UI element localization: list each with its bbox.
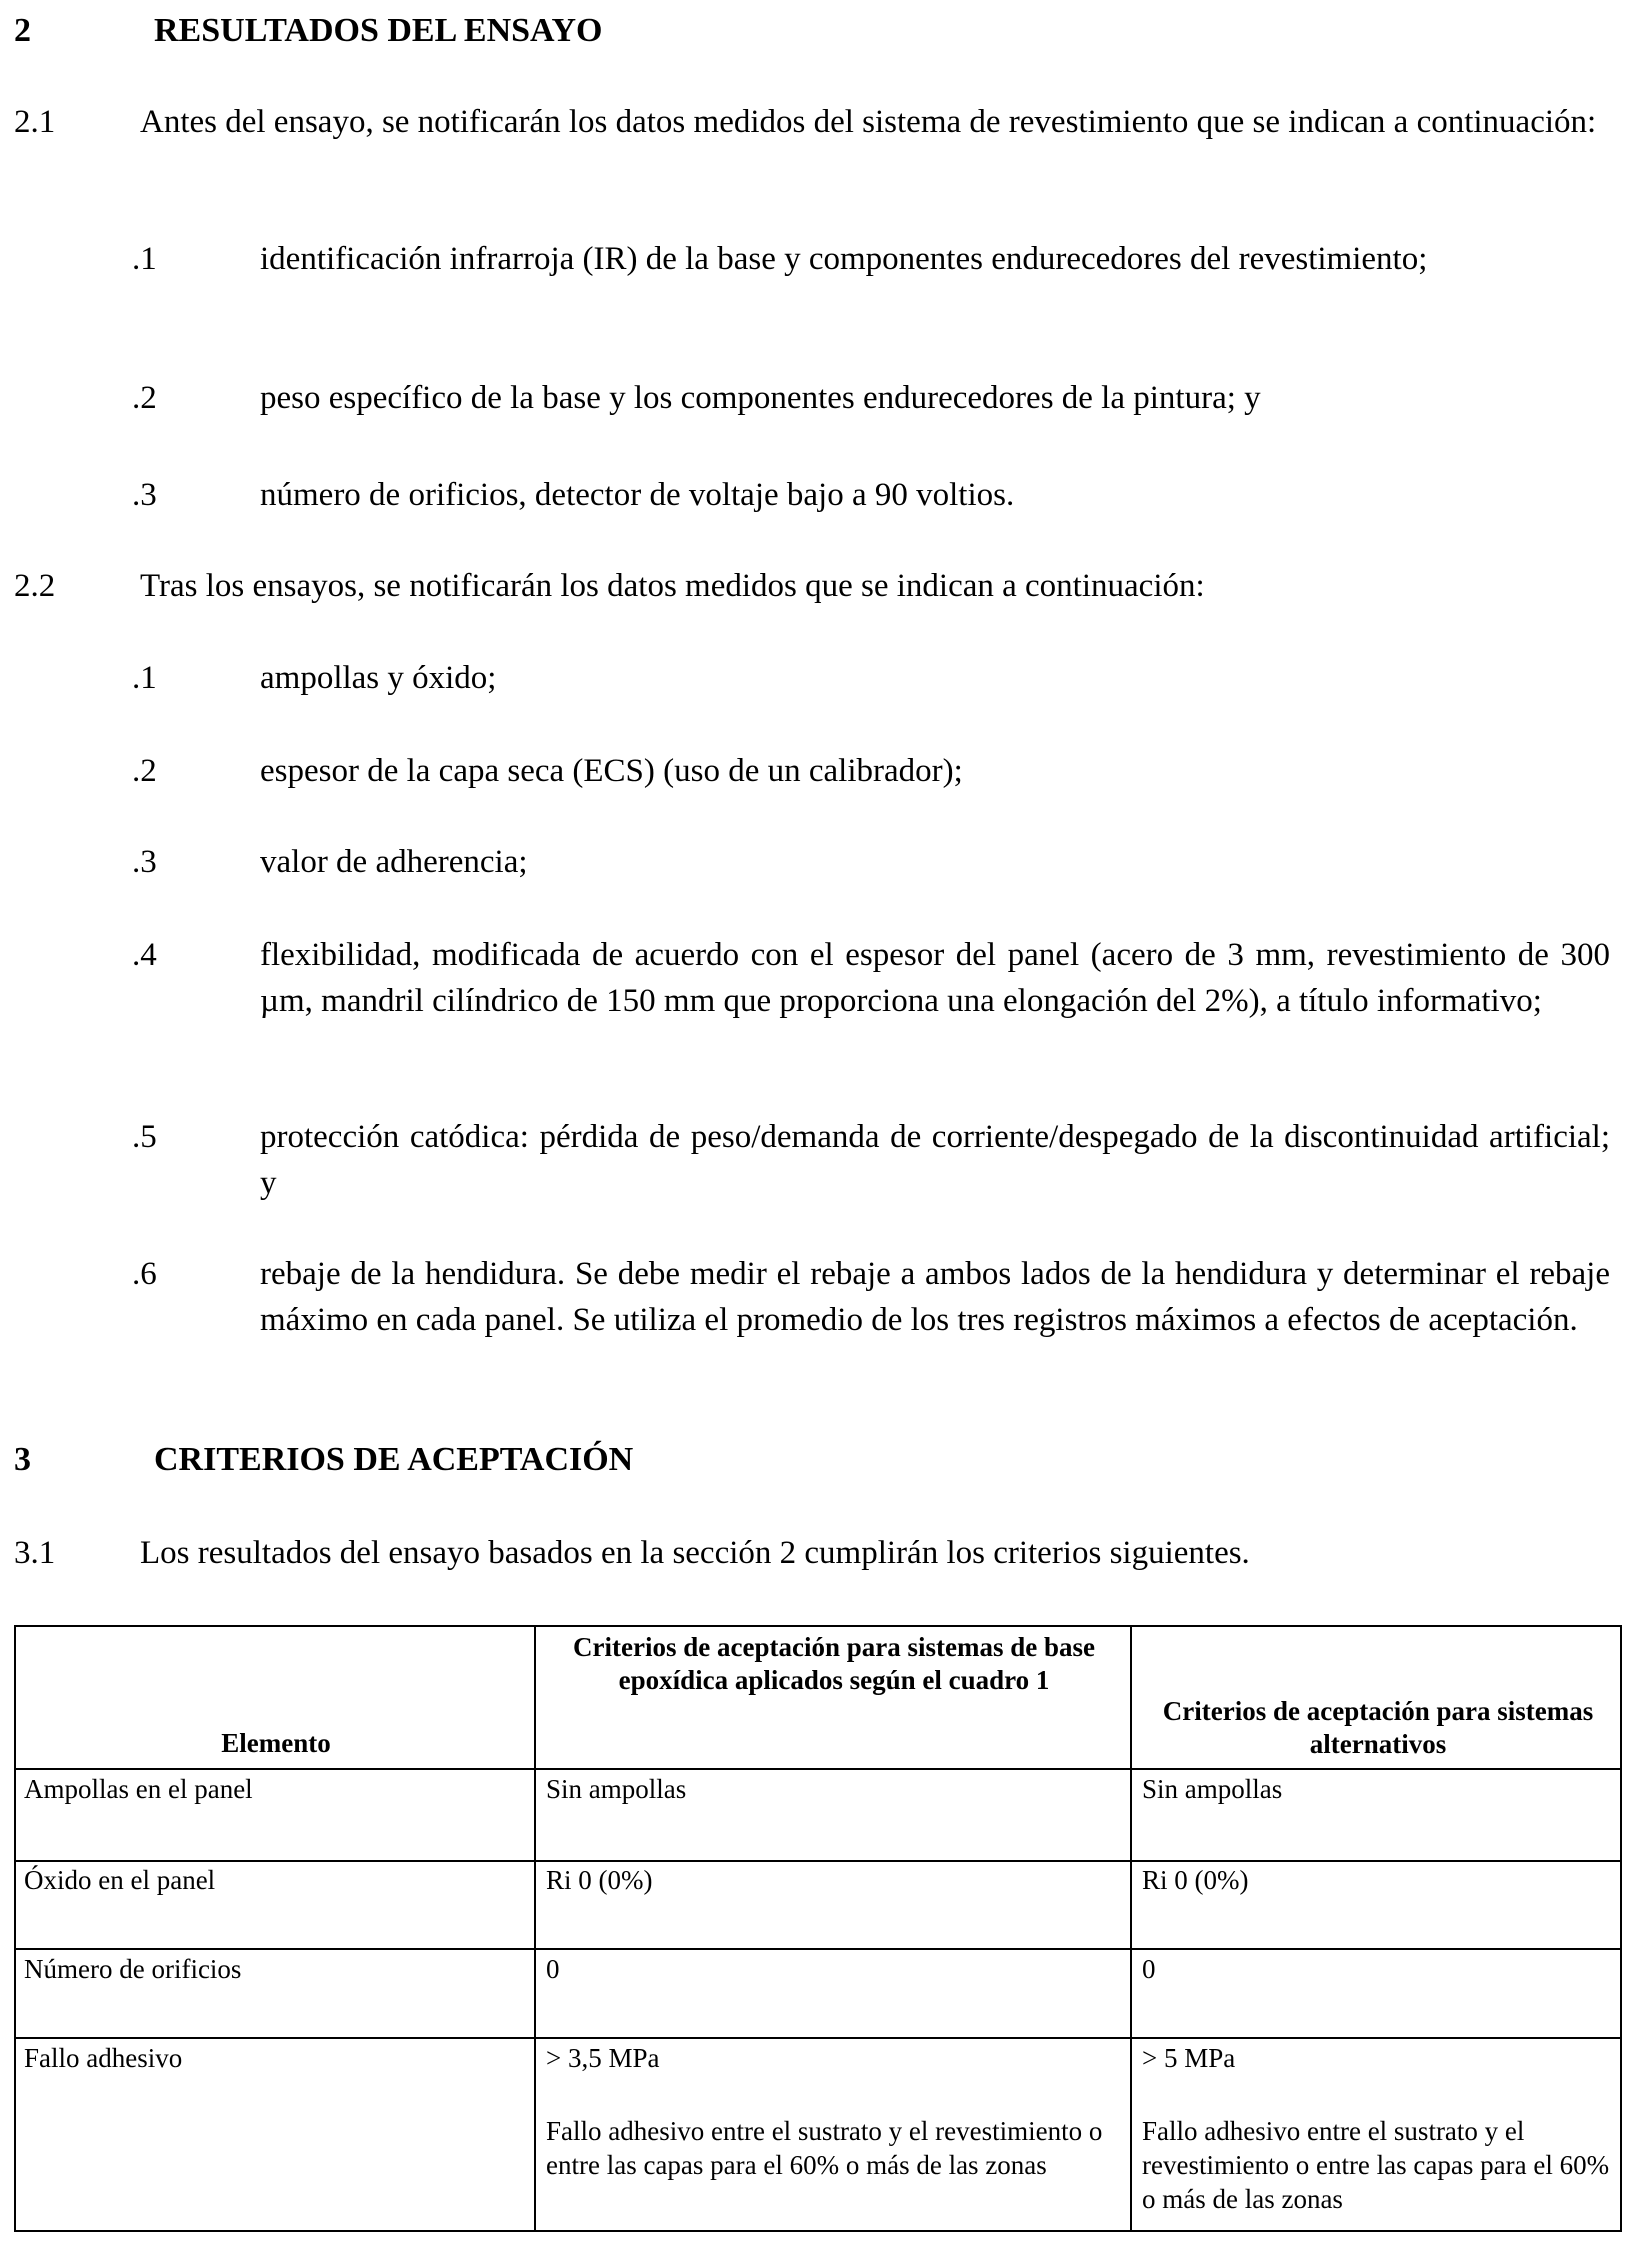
list-item-number: .1: [132, 241, 157, 277]
section-number: 2: [14, 12, 31, 49]
table-cell-epoxy: Ri 0 (0%): [546, 1865, 653, 1895]
table-cell-alt: Sin ampollas: [1142, 1774, 1283, 1804]
table-cell-item: Fallo adhesivo: [24, 2043, 183, 2073]
section-title: RESULTADOS DEL ENSAYO: [154, 12, 603, 49]
list-item-text: rebaje de la hendidura. Se debe medir el rebaje a ambos lados de la hendidura y determinar el rebaje máximo en cada panel. Se utiliza el promedio de los tres registros máximos a efectos de aceptación.: [260, 1256, 1610, 1338]
paragraph-text: Los resultados del ensayo basados en la sección 2 cumplirán los criterios siguientes.: [140, 1535, 1250, 1571]
list-item-number: .2: [132, 753, 157, 789]
table-cell-alt-note: Fallo adhesivo entre el sustrato y el revestimiento o entre las capas para el 60% o más de las zonas: [1142, 2116, 1610, 2214]
table-cell-alt: 0: [1142, 1954, 1156, 1984]
list-item-text: protección catódica: pérdida de peso/demanda de corriente/despegado de la discontinuidad artificial; y: [260, 1119, 1610, 1201]
paragraph-number: 2.1: [14, 104, 56, 140]
list-item-text: identificación infrarroja (IR) de la base y componentes endurecedores del revestimiento;: [260, 241, 1428, 277]
list-item-text: peso específico de la base y los componentes endurecedores de la pintura; y: [260, 380, 1261, 416]
list-item-number: .2: [132, 380, 157, 416]
acceptance-criteria-table: [14, 1625, 1622, 2232]
table-header-cell: Criterios de aceptación para sistemas de base epoxídica aplicados según el cuadro 1: [573, 1632, 1095, 1695]
table-header-cell: Elemento: [221, 1728, 331, 1758]
list-item-number: .6: [132, 1256, 157, 1292]
list-item-number: .4: [132, 937, 157, 973]
list-item-text: valor de adherencia;: [260, 844, 528, 880]
list-item-text: flexibilidad, modificada de acuerdo con el espesor del panel (acero de 3 mm, revestimiento de 300 µm, mandril cilíndrico de 150 mm que proporciona una elongación del 2%), a título informativo;: [260, 937, 1610, 1019]
paragraph-text: Tras los ensayos, se notificarán los datos medidos que se indican a continuación:: [140, 568, 1205, 604]
list-item-text: ampollas y óxido;: [260, 660, 497, 696]
table-cell-epoxy: > 3,5 MPa: [546, 2043, 660, 2073]
section-number: 3: [14, 1441, 31, 1478]
table-cell-alt: > 5 MPa: [1142, 2043, 1236, 2073]
list-item-number: .1: [132, 660, 157, 696]
list-item-number: .5: [132, 1119, 157, 1155]
table-cell-epoxy: 0: [546, 1954, 560, 1984]
paragraph-text: Antes del ensayo, se notificarán los datos medidos del sistema de revestimiento que se indican a continuación:: [140, 104, 1597, 140]
table-cell-item: Número de orificios: [24, 1954, 242, 1984]
table-row-divider: [16, 1948, 1620, 1950]
list-item-number: .3: [132, 477, 157, 513]
list-item-text: espesor de la capa seca (ECS) (uso de un calibrador);: [260, 753, 963, 789]
section-title: CRITERIOS DE ACEPTACIÓN: [154, 1441, 634, 1478]
table-cell-epoxy-note: Fallo adhesivo entre el sustrato y el revestimiento o entre las capas para el 60% o más de las zonas: [546, 2116, 1103, 2180]
table-cell-item: Ampollas en el panel: [24, 1774, 253, 1804]
table-row-divider: [16, 2037, 1620, 2039]
table-cell-epoxy: Sin ampollas: [546, 1774, 687, 1804]
table-column-divider: [16, 1627, 536, 2230]
paragraph-number: 2.2: [14, 568, 56, 604]
table-header-cell: Criterios de aceptación para sistemas alternativos: [1162, 1696, 1594, 1759]
table-cell-alt: Ri 0 (0%): [1142, 1865, 1249, 1895]
paragraph-number: 3.1: [14, 1535, 56, 1571]
table-cell-item: Óxido en el panel: [24, 1865, 216, 1895]
table-row-divider: [16, 1768, 1620, 1770]
list-item-text: número de orificios, detector de voltaje bajo a 90 voltios.: [260, 477, 1015, 513]
list-item-number: .3: [132, 844, 157, 880]
table-row-divider: [16, 1860, 1620, 1862]
